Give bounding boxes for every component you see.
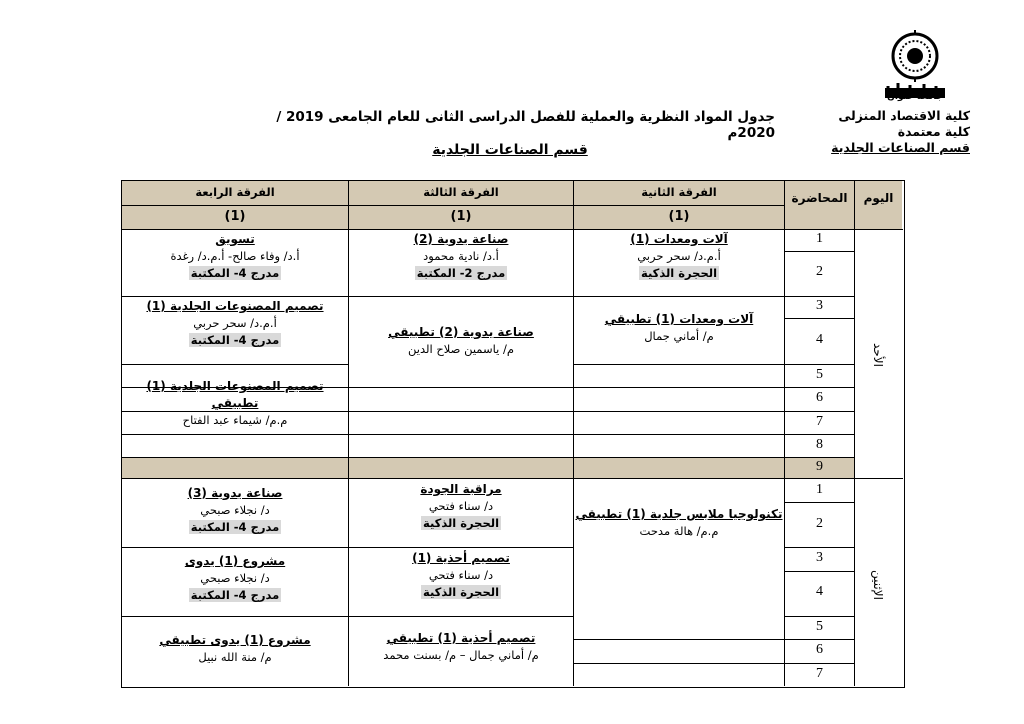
- faculty-name: كلية الاقتصاد المنزلى: [838, 108, 970, 123]
- class-cell: تصميم أحذية (1) تطبيقي م/ أماني جمال – م/ بسنت محمد: [383, 631, 539, 662]
- section-year4: (1): [224, 209, 246, 224]
- day-separator-band: [122, 457, 784, 478]
- section-year3: (1): [450, 209, 472, 224]
- lecture-number: 1: [816, 482, 823, 497]
- class-cell: صناعة يدوية (2) تطبيقي م/ ياسمين صلاح الدين: [388, 325, 534, 356]
- faculty-header: [820, 108, 970, 156]
- day-label-monday: الإثنين: [871, 570, 885, 600]
- class-cell: مراقبة الجودة د/ سناء فتحي الحجرة الذكية: [420, 482, 502, 530]
- lecture-number: 7: [816, 414, 823, 429]
- col-header-year4: الفرقة الرابعة: [195, 185, 275, 199]
- lecture-number: 7: [816, 666, 823, 681]
- class-cell: آلات ومعدات (1) أ.م.د/ سحر حربي الحجرة الذكية: [630, 232, 728, 280]
- page-subtitle: قسم الصناعات الجلدية: [432, 142, 588, 158]
- class-cell: تصميم المصنوعات الجلدية (1) أ.م.د/ سحر حربي مدرج 4- المكتبة: [146, 299, 324, 347]
- lecture-number: 2: [816, 516, 823, 531]
- lecture-number: 4: [816, 332, 823, 347]
- class-cell: تصميم أحذية (1) د/ سناء فتحي الحجرة الذكية: [412, 551, 510, 599]
- class-cell: تسويق أ.د/ وفاء صالح- أ.م.د/ رغدة مدرج 4- المكتبة: [170, 232, 300, 280]
- lecture-number: 8: [816, 437, 823, 452]
- lecture-number: 1: [816, 231, 823, 246]
- faculty-accreditation: كلية معتمدة: [897, 124, 970, 139]
- col-header-year3: الفرقة الثالثة: [423, 185, 499, 199]
- lecture-number: 3: [816, 298, 823, 313]
- lecture-number: 3: [816, 550, 823, 565]
- section-year2: (1): [668, 209, 690, 224]
- class-cell: صناعة يدوية (2) أ.د/ نادية محمود مدرج 2- المكتبة: [413, 232, 509, 280]
- class-cell: مشروع (1) يدوى د/ نجلاء صبحي مدرج 4- المكتبة: [184, 554, 286, 602]
- class-cell: تكنولوجيا ملابس جلدية (1) تطبيقي م.م/ هالة مدحت: [575, 507, 783, 538]
- logo-text: جامعة حلوان: [887, 92, 943, 102]
- class-cell: مشروع (1) يدوى تطبيقي م/ منة الله نبيل: [159, 633, 311, 664]
- lecture-number: 4: [816, 584, 823, 599]
- col-header-year2: الفرقة الثانية: [641, 185, 717, 199]
- col-header-lecture: المحاضرة: [791, 191, 848, 205]
- col-header-day: اليوم: [863, 191, 894, 205]
- faculty-department: قسم الصناعات الجلدية: [831, 140, 970, 155]
- day-label-sunday: الأحد: [871, 343, 885, 367]
- class-cell: تصميم المصنوعات الجلدية (1) تطبيقي م.م/ شيماء عبد الفتاح: [146, 379, 324, 427]
- lecture-number: 5: [816, 367, 823, 382]
- class-cell: صناعة يدوية (3) د/ نجلاء صبحي مدرج 4- المكتبة: [187, 486, 283, 534]
- class-cell: آلات ومعدات (1) تطبيقي م/ أماني جمال: [604, 312, 754, 343]
- lecture-number: 6: [816, 642, 823, 657]
- page-title: جدول المواد النظرية والعملية للفصل الدراسى الثانى للعام الجامعى 2019 / 2020م: [276, 109, 775, 141]
- lecture-number: 9: [816, 459, 823, 474]
- lecture-number: 6: [816, 390, 823, 405]
- lecture-number: 5: [816, 619, 823, 634]
- lecture-number: 2: [816, 264, 823, 279]
